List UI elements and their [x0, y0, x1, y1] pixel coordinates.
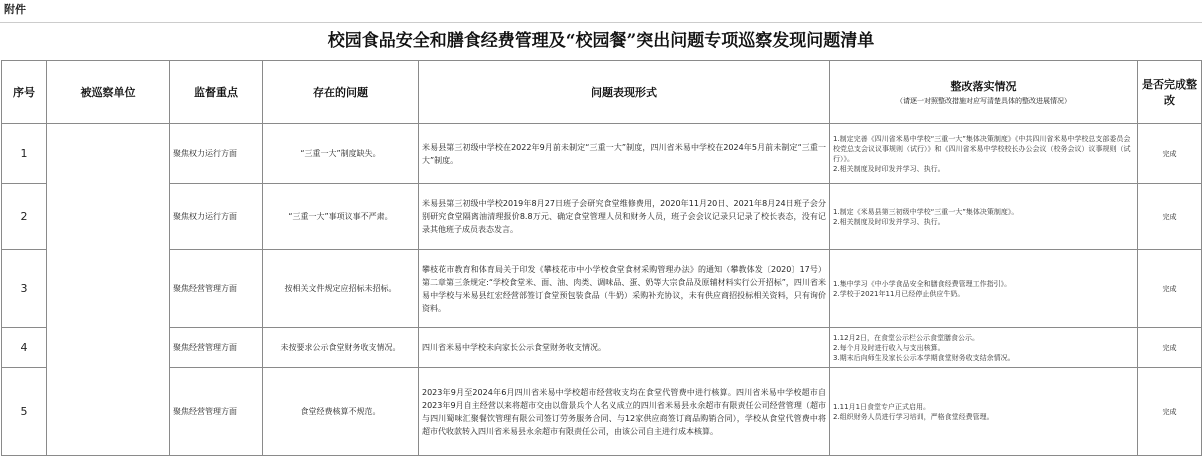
- inspected-unit-cell: [47, 124, 170, 456]
- col-form: 问题表现形式: [419, 61, 830, 124]
- col-fix-label: 整改落实情况: [950, 80, 1017, 93]
- table-row: [2, 124, 1202, 184]
- row-seq: 4: [2, 328, 47, 368]
- table-header-row: [2, 61, 1202, 124]
- row-fix: [830, 250, 1138, 328]
- row-done: 完成: [1138, 328, 1202, 368]
- fix-item: 1.制定完善《四川省米易中学校“三重一大”集体决策制度》《中共四川省米易中学校总支部委员会校党总支会议议事规则（试行）》和《四川省米易中学校校长办公会议（校务会议）议事规则（试行）》。: [833, 134, 1131, 163]
- row-done: 完成: [1138, 250, 1202, 328]
- row-done: 完成: [1138, 124, 1202, 184]
- table-row: [2, 250, 1202, 328]
- row-seq: 2: [2, 184, 47, 250]
- fix-item: 1.制定《米易县第三初级中学校“三重一大”集体决策制度》。: [833, 207, 1019, 216]
- issue-table: [1, 60, 1202, 456]
- page-title: 校园食品安全和膳食经费管理及“校园餐”突出问题专项巡察发现问题清单: [327, 31, 875, 51]
- row-issue: “三重一大”事项议事不严肃。: [263, 184, 419, 250]
- row-seq: 3: [2, 250, 47, 328]
- row-focus: 聚焦经营管理方面: [170, 250, 263, 328]
- fix-item: 2.学校于2021年11月已经停止供应牛奶。: [833, 289, 965, 298]
- row-form: 米易县第三初级中学校2019年8月27日班子会研究食堂维修费用，2020年11月20日、2021年8月24日班子会分别研究食堂隔离油清理报价8.8万元、确定食堂管理人员和财务人员，班子会会议记录只记录了校长表态，没有记录其他班子成员表态发言。: [419, 184, 830, 250]
- fix-item: 2.组织财务人员进行学习培训，严格食堂经费管理。: [833, 412, 994, 421]
- row-issue: “三重一大”制度缺失。: [263, 124, 419, 184]
- attachment-label: 附件: [0, 0, 1202, 23]
- fix-item: 1.12月2日，在食堂公示栏公示食堂膳食公示。: [833, 333, 980, 342]
- row-form: 四川省米易中学校未向家长公示食堂财务收支情况。: [419, 328, 830, 368]
- fix-item: 1.集中学习《中小学食品安全和膳食经费管理工作指引》。: [833, 279, 1012, 288]
- row-seq: 1: [2, 124, 47, 184]
- fix-item: 2.每个月及时进行收入与支出核算。: [833, 343, 945, 352]
- row-fix: [830, 124, 1138, 184]
- row-done: 完成: [1138, 184, 1202, 250]
- table-row: [2, 328, 1202, 368]
- row-fix: [830, 368, 1138, 456]
- row-focus: 聚焦经营管理方面: [170, 368, 263, 456]
- row-issue: 食堂经费核算不规范。: [263, 368, 419, 456]
- row-form: 攀枝花市教育和体育局关于印发《攀枝花市中小学校食堂食材采购管理办法》的通知（攀教体发〔2020〕17号）第二章第三条规定:“学校食堂米、面、油、肉类、调味品、蛋、奶等大宗食品及原辅材料实行公开招标”，四川省米易中学校与米易县红宏经营部签订食堂预包装食品（牛奶）采购补充协议，未有供应商招投标相关资料，只有询价资料。: [419, 250, 830, 328]
- table-row: [2, 368, 1202, 456]
- col-fix-note: （请逐一对照整改措施对应写清楚具体的整改进展情况）: [896, 97, 1071, 105]
- fix-item: 3.期末后向师生及家长公示本学期食堂财务收支结余情况。: [833, 353, 1015, 362]
- row-fix: [830, 184, 1138, 250]
- fix-item: 2.相关制度及时印发并学习、执行。: [833, 217, 945, 226]
- col-done: 是否完成整改: [1138, 61, 1202, 124]
- col-unit: 被巡察单位: [47, 61, 170, 124]
- col-seq: 序号: [2, 61, 47, 124]
- col-focus: 监督重点: [170, 61, 263, 124]
- fix-item: 2.相关制度及时印发并学习、执行。: [833, 164, 945, 173]
- row-focus: 聚焦经营管理方面: [170, 328, 263, 368]
- row-focus: 聚焦权力运行方面: [170, 184, 263, 250]
- row-fix: [830, 328, 1138, 368]
- table-row: [2, 184, 1202, 250]
- fix-item: 1.11月1日食堂专户正式启用。: [833, 402, 931, 411]
- col-fix: [830, 61, 1138, 124]
- row-seq: 5: [2, 368, 47, 456]
- col-issue: 存在的问题: [263, 61, 419, 124]
- row-issue: 按相关文件规定应招标未招标。: [263, 250, 419, 328]
- row-form: 米易县第三初级中学校在2022年9月前未制定“三重一大”制度，四川省米易中学校在2024年5月前未制定“三重一大”制度。: [419, 124, 830, 184]
- row-done: 完成: [1138, 368, 1202, 456]
- row-form: 2023年9月至2024年6月四川省米易中学校超市经营收支均在食堂代管费中进行核算。四川省米易中学校超市自2023年9月自主经营以来将超市交由以詹景兵个人名义成立的四川省米易县永余超市有限责任公司经营管理（超市与四川蜀味汇聚餐饮管理有限公司签订劳务服务合同、与12家供应商签订商品购销合同），学校从食堂代管费中将超市代收款转入四川省米易县永余超市有限责任公司，由该公司自主进行成本核算。: [419, 368, 830, 456]
- row-issue: 未按要求公示食堂财务收支情况。: [263, 328, 419, 368]
- row-focus: 聚焦权力运行方面: [170, 124, 263, 184]
